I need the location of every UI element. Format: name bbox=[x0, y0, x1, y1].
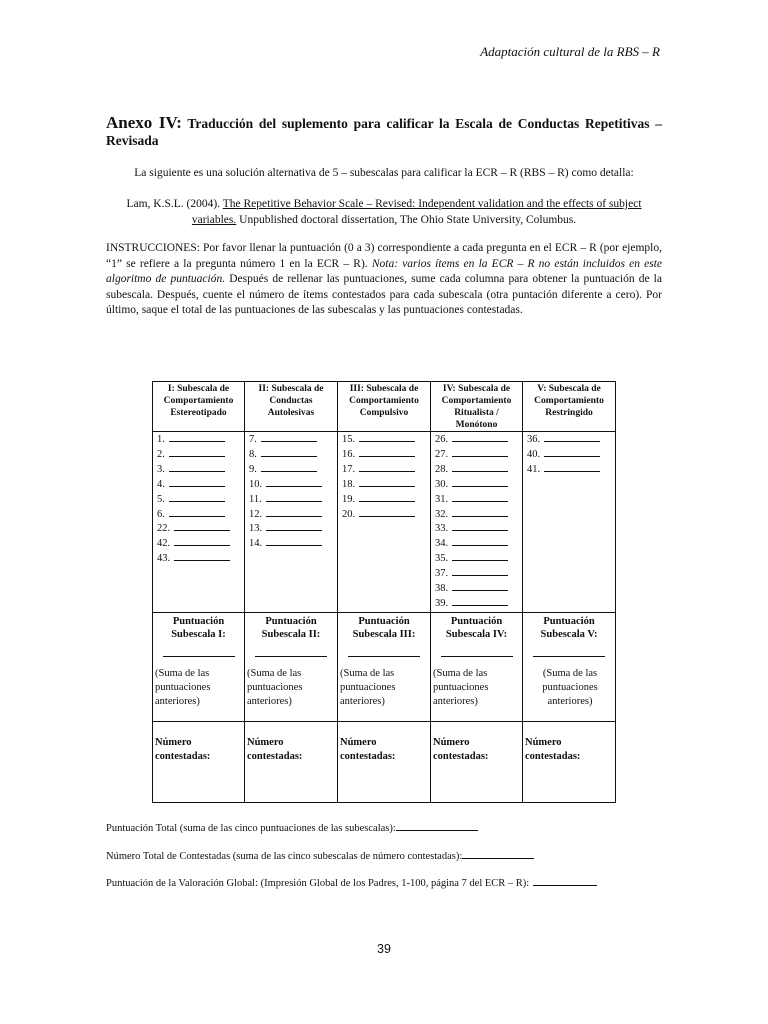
item-number: 10. bbox=[249, 478, 263, 490]
item-score-blank[interactable] bbox=[452, 432, 508, 442]
item-score-blank[interactable] bbox=[452, 477, 508, 487]
count-label-line: Número bbox=[525, 737, 562, 748]
item-score-blank[interactable] bbox=[266, 536, 322, 546]
item-entry bbox=[523, 432, 615, 447]
sum-note-line: puntuaciones bbox=[433, 682, 489, 693]
item-number: 37. bbox=[435, 568, 449, 580]
subscale-count-3 bbox=[338, 722, 431, 803]
item-number: 33. bbox=[435, 523, 449, 535]
subscale-items-1 bbox=[153, 432, 245, 613]
subscale-header-line: Compulsivo bbox=[359, 408, 409, 418]
count-label-line: Número bbox=[155, 737, 192, 748]
item-score-blank[interactable] bbox=[169, 432, 225, 442]
sum-note bbox=[153, 667, 244, 709]
total-score-label: Puntuación Total (suma de las cinco puntuaciones de las subescalas): bbox=[106, 823, 396, 834]
subscale-score-2 bbox=[245, 613, 338, 722]
item-number: 18. bbox=[342, 478, 356, 490]
item-score-blank[interactable] bbox=[452, 581, 508, 591]
item-entry bbox=[338, 432, 430, 447]
item-number: 8. bbox=[249, 448, 257, 460]
subscale-score-label-line: Subescala IV: bbox=[445, 629, 508, 640]
item-score-blank[interactable] bbox=[169, 477, 225, 487]
item-entry bbox=[245, 477, 337, 492]
subscale-header-3 bbox=[338, 382, 431, 432]
subscale-count-1 bbox=[153, 722, 245, 803]
subscale-score-label-line: Puntuación bbox=[172, 616, 225, 627]
subscale-score-label-line: Subescala II: bbox=[261, 629, 321, 640]
item-number: 36. bbox=[527, 434, 541, 445]
subscale-score-3 bbox=[338, 613, 431, 722]
item-number: 22. bbox=[157, 523, 171, 535]
item-entry bbox=[431, 462, 522, 477]
sum-note bbox=[523, 667, 615, 709]
item-number: 15. bbox=[342, 434, 356, 445]
sum-note-line: anteriores) bbox=[155, 696, 200, 707]
subscale-header-line: Autolesivas bbox=[267, 408, 315, 418]
sum-note-line: anteriores) bbox=[247, 696, 292, 707]
item-entry bbox=[431, 581, 522, 596]
item-entry bbox=[338, 447, 430, 462]
header-row bbox=[153, 382, 616, 432]
item-number: 40. bbox=[527, 448, 541, 460]
subscale-score-blank[interactable] bbox=[163, 655, 235, 657]
item-entry bbox=[338, 477, 430, 492]
item-entry bbox=[431, 477, 522, 492]
item-entry bbox=[153, 447, 244, 462]
item-score-blank[interactable] bbox=[452, 507, 508, 517]
item-entry bbox=[245, 462, 337, 477]
subscale-score-blank[interactable] bbox=[533, 655, 605, 657]
subscale-score-label-line: Puntuación bbox=[358, 616, 410, 627]
global-rating-blank[interactable] bbox=[533, 875, 597, 886]
subscale-header-line: Estereotipado bbox=[170, 408, 227, 418]
annex-label: Anexo IV: bbox=[106, 113, 182, 132]
subscale-score-label-line: Subescala I: bbox=[171, 629, 226, 640]
item-entry bbox=[431, 432, 522, 447]
subscale-header-line: III: Subescala de bbox=[349, 384, 419, 394]
subscale-header-line: Monótono bbox=[455, 420, 498, 430]
item-score-blank[interactable] bbox=[266, 492, 322, 502]
item-score-blank[interactable] bbox=[174, 521, 230, 531]
sum-note-line: (Suma de las bbox=[433, 668, 488, 679]
item-entry bbox=[245, 447, 337, 462]
annex-title-text: Traducción del suplemento para calificar la Escala de Conductas Repetitivas – Revisada bbox=[106, 116, 662, 148]
item-score-blank[interactable] bbox=[544, 462, 600, 472]
item-score-blank[interactable] bbox=[452, 536, 508, 546]
global-rating-label: Puntuación de la Valoración Global: (Impresión Global de los Padres, 1-100, página 7 del ECR – R): bbox=[106, 878, 530, 889]
item-number: 2. bbox=[157, 448, 165, 460]
sum-note bbox=[338, 667, 430, 709]
item-score-blank[interactable] bbox=[169, 507, 225, 517]
item-entry bbox=[523, 462, 615, 477]
item-number: 26. bbox=[435, 434, 449, 445]
subscale-header-4 bbox=[431, 382, 523, 432]
item-score-blank[interactable] bbox=[452, 596, 508, 606]
item-entry bbox=[245, 492, 337, 507]
item-number: 20. bbox=[342, 508, 356, 520]
item-score-blank[interactable] bbox=[452, 566, 508, 576]
instructions-note: Nota: varios ítems en la ECR – R no están incluidos en este algoritmo de puntuación. bbox=[106, 257, 663, 285]
item-score-blank[interactable] bbox=[261, 432, 317, 442]
item-score-blank[interactable] bbox=[266, 477, 322, 487]
item-score-blank[interactable] bbox=[174, 551, 230, 561]
items-row bbox=[153, 432, 616, 613]
subscale-score-blank[interactable] bbox=[348, 655, 420, 657]
intro-paragraph: La siguiente es una solución alternativa de 5 – subescalas para calificar la ECR – R (RBS – R) como detalla: bbox=[134, 167, 634, 179]
item-entry bbox=[338, 492, 430, 507]
subscale-score-label bbox=[245, 613, 337, 641]
citation-prefix: Lam, K.S.L. (2004). bbox=[126, 198, 223, 210]
sum-note bbox=[245, 667, 337, 709]
subscale-items-3 bbox=[338, 432, 431, 613]
item-entry bbox=[431, 596, 522, 611]
item-entry bbox=[245, 521, 337, 536]
item-number: 17. bbox=[342, 463, 356, 475]
subscale-score-label bbox=[338, 613, 430, 641]
subscale-score-label bbox=[431, 613, 522, 641]
subscale-header-5 bbox=[523, 382, 616, 432]
subscale-score-5 bbox=[523, 613, 616, 722]
total-score-blank[interactable] bbox=[396, 820, 478, 831]
item-score-blank[interactable] bbox=[261, 462, 317, 472]
item-score-blank[interactable] bbox=[452, 462, 508, 472]
item-score-blank[interactable] bbox=[359, 477, 415, 487]
item-score-blank[interactable] bbox=[359, 447, 415, 457]
item-entry bbox=[153, 521, 244, 536]
subscale-header-line: Comportamiento bbox=[534, 396, 604, 406]
subscale-score-table bbox=[152, 381, 616, 803]
page-number: 39 bbox=[377, 942, 391, 956]
item-score-blank[interactable] bbox=[359, 492, 415, 502]
item-number: 31. bbox=[435, 493, 449, 505]
sum-note-line: anteriores) bbox=[340, 696, 385, 707]
item-number: 13. bbox=[249, 523, 263, 535]
count-label-line: Número bbox=[433, 737, 470, 748]
citation-title: The Repetitive Behavior Scale – Revised: Independent validation and the effects of subject variables. bbox=[191, 198, 642, 226]
subscale-score-label-line: Puntuación bbox=[265, 616, 317, 627]
item-score-blank[interactable] bbox=[544, 447, 600, 457]
item-number: 5. bbox=[157, 493, 165, 505]
item-number: 38. bbox=[435, 583, 449, 595]
item-number: 27. bbox=[435, 448, 449, 460]
item-score-blank[interactable] bbox=[169, 492, 225, 502]
annex-title bbox=[106, 114, 662, 149]
subscale-header-line: V: Subescala de bbox=[537, 384, 601, 394]
subscale-header-line: Comportamiento bbox=[349, 396, 419, 406]
item-score-blank[interactable] bbox=[169, 462, 225, 472]
item-number: 9. bbox=[249, 463, 257, 475]
item-entry bbox=[431, 521, 522, 536]
item-entry bbox=[153, 536, 244, 551]
total-answered-blank[interactable] bbox=[462, 848, 534, 859]
item-number: 43. bbox=[157, 553, 171, 565]
count-label-line: contestadas: bbox=[340, 751, 396, 762]
subscale-count-4 bbox=[431, 722, 523, 803]
item-score-blank[interactable] bbox=[266, 507, 322, 517]
score-row bbox=[153, 613, 616, 722]
subscale-score-blank[interactable] bbox=[441, 655, 513, 657]
item-entry bbox=[431, 566, 522, 581]
item-score-blank[interactable] bbox=[261, 447, 317, 457]
item-number: 11. bbox=[249, 493, 262, 505]
subscale-score-blank[interactable] bbox=[255, 655, 327, 657]
item-entry bbox=[431, 551, 522, 566]
subscale-items-4 bbox=[431, 432, 523, 613]
sum-note-line: puntuaciones bbox=[155, 682, 211, 693]
item-entry bbox=[153, 507, 244, 522]
total-answered-line bbox=[106, 848, 534, 862]
sum-note-line: (Suma de las bbox=[340, 668, 395, 679]
subscale-header-line: I: Subescala de bbox=[167, 384, 230, 394]
sum-note-line: (Suma de las bbox=[542, 668, 598, 679]
sum-note-line: puntuaciones bbox=[542, 682, 598, 693]
item-score-blank[interactable] bbox=[452, 447, 508, 457]
citation-suffix: Unpublished doctoral dissertation, The Ohio State University, Columbus. bbox=[236, 214, 577, 226]
subscale-header-line: Comportamiento bbox=[163, 396, 234, 406]
item-entry bbox=[338, 462, 430, 477]
item-score-blank[interactable] bbox=[174, 536, 230, 546]
count-label-line: Número bbox=[340, 737, 377, 748]
subscale-header-line: IV: Subescala de bbox=[442, 384, 511, 394]
instructions-text-2: Después de rellenar las puntuaciones, sume cada columna para obtener la puntuación de la subescala. Después, cuente el número de ítems contestados para cada subescala (otra puntación diferente a cero). Por último, saque el total de las puntuaciones de las subescalas y las puntuaciones contestadas. bbox=[106, 273, 662, 316]
global-rating-line bbox=[106, 875, 597, 889]
item-score-blank[interactable] bbox=[266, 521, 322, 531]
item-number: 3. bbox=[157, 463, 165, 475]
subscale-header-line: Ritualista / bbox=[454, 408, 499, 418]
item-number: 6. bbox=[157, 508, 165, 520]
subscale-items-5 bbox=[523, 432, 616, 613]
subscale-header-2 bbox=[245, 382, 338, 432]
item-entry bbox=[523, 447, 615, 462]
item-entry bbox=[153, 492, 244, 507]
item-number: 32. bbox=[435, 508, 449, 520]
item-number: 7. bbox=[249, 434, 257, 445]
subscale-items-2 bbox=[245, 432, 338, 613]
sum-note-line: (Suma de las bbox=[155, 668, 210, 679]
item-entry bbox=[431, 447, 522, 462]
item-score-blank[interactable] bbox=[359, 507, 415, 517]
item-entry bbox=[431, 507, 522, 522]
item-number: 4. bbox=[157, 478, 165, 490]
count-label-line: contestadas: bbox=[155, 751, 211, 762]
item-number: 39. bbox=[435, 597, 449, 609]
item-number: 1. bbox=[157, 434, 165, 445]
item-score-blank[interactable] bbox=[452, 551, 508, 561]
count-label-line: contestadas: bbox=[247, 751, 303, 762]
subscale-header-line: II: Subescala de bbox=[258, 384, 324, 394]
item-entry bbox=[431, 492, 522, 507]
count-label-line: Número bbox=[247, 737, 284, 748]
item-entry bbox=[245, 507, 337, 522]
sum-note-line: puntuaciones bbox=[340, 682, 396, 693]
count-row bbox=[153, 722, 616, 803]
subscale-header-line: Comportamiento bbox=[441, 396, 512, 406]
item-number: 30. bbox=[435, 478, 449, 490]
count-label-line: contestadas: bbox=[525, 751, 581, 762]
item-entry bbox=[153, 551, 244, 566]
count-label-line: contestadas: bbox=[433, 751, 489, 762]
item-entry bbox=[338, 507, 430, 522]
subscale-score-label-line: Puntuación bbox=[450, 616, 503, 627]
item-score-blank[interactable] bbox=[169, 447, 225, 457]
subscale-score-1 bbox=[153, 613, 245, 722]
subscale-score-4 bbox=[431, 613, 523, 722]
item-entry bbox=[245, 432, 337, 447]
item-number: 34. bbox=[435, 538, 449, 550]
instructions-text-1: INSTRUCCIONES: Por favor llenar la puntuación (0 a 3) correspondiente a cada pregunta en el ECR – R (por ejemplo, “1” se refiere a la pregunta número 1 en la ECR – R). bbox=[106, 242, 662, 270]
item-entry bbox=[153, 462, 244, 477]
sum-note bbox=[431, 667, 522, 709]
subscale-header-line: Conductas bbox=[269, 396, 313, 406]
item-number: 19. bbox=[342, 493, 356, 505]
sum-note-line: (Suma de las bbox=[247, 668, 302, 679]
item-number: 12. bbox=[249, 508, 263, 520]
item-score-blank[interactable] bbox=[452, 492, 508, 502]
subscale-score-label bbox=[523, 613, 615, 641]
subscale-count-2 bbox=[245, 722, 338, 803]
item-number: 28. bbox=[435, 463, 449, 475]
running-header: Adaptación cultural de la RBS – R bbox=[480, 44, 660, 59]
subscale-header-1 bbox=[153, 382, 245, 432]
item-score-blank[interactable] bbox=[359, 462, 415, 472]
item-score-blank[interactable] bbox=[359, 432, 415, 442]
subscale-count-5 bbox=[523, 722, 616, 803]
citation bbox=[106, 196, 662, 228]
item-number: 14. bbox=[249, 538, 263, 550]
item-score-blank[interactable] bbox=[452, 521, 508, 531]
sum-note-line: anteriores) bbox=[547, 696, 593, 707]
item-number: 41. bbox=[527, 463, 541, 475]
subscale-score-label bbox=[153, 613, 244, 641]
item-score-blank[interactable] bbox=[544, 432, 600, 442]
subscale-score-label-line: Puntuación bbox=[543, 616, 595, 627]
instructions-paragraph bbox=[106, 241, 662, 319]
item-entry bbox=[245, 536, 337, 551]
subscale-header-line: Restringido bbox=[545, 408, 593, 418]
item-entry bbox=[431, 536, 522, 551]
item-number: 35. bbox=[435, 553, 449, 565]
sum-note-line: puntuaciones bbox=[247, 682, 303, 693]
subscale-score-label-line: Subescala V: bbox=[540, 629, 598, 640]
subscale-score-label-line: Subescala III: bbox=[352, 629, 416, 640]
item-number: 42. bbox=[157, 538, 171, 550]
total-score-line bbox=[106, 820, 478, 834]
item-entry bbox=[153, 477, 244, 492]
sum-note-line: anteriores) bbox=[433, 696, 478, 707]
total-answered-label: Número Total de Contestadas (suma de las cinco subescalas de número contestadas): bbox=[106, 851, 463, 862]
item-entry bbox=[153, 432, 244, 447]
item-number: 16. bbox=[342, 448, 356, 460]
